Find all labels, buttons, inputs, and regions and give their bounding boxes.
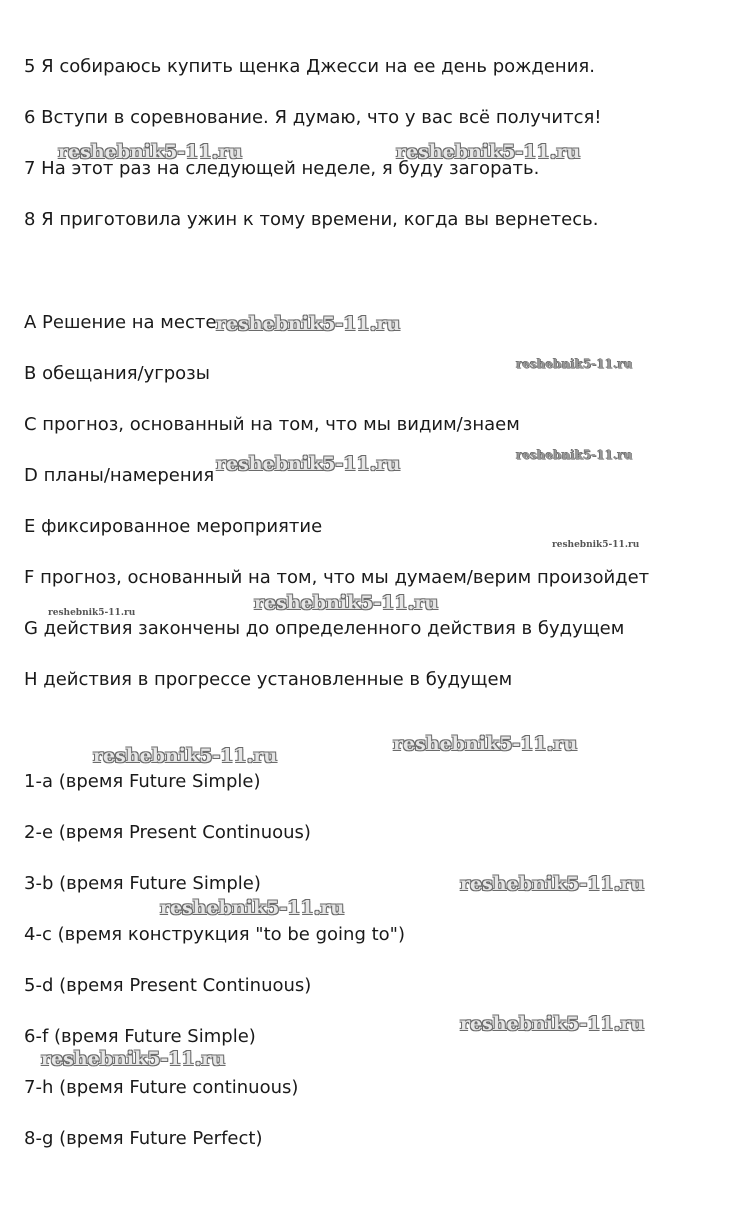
answer-3: 3-b (время Future Simple) <box>24 873 261 894</box>
watermark: reshebnik5-11.ru <box>93 745 278 767</box>
usage-d: D планы/намерения <box>24 465 215 486</box>
watermark: reshebnik5-11.ru <box>48 608 136 618</box>
sentence-8: 8 Я приготовила ужин к тому времени, когда вы вернетесь. <box>24 209 599 230</box>
watermark: reshebnik5-11.ru <box>254 592 439 614</box>
answer-1: 1-a (время Future Simple) <box>24 771 261 792</box>
usage-c: C прогноз, основанный на том, что мы видим/знаем <box>24 414 520 435</box>
sentence-6: 6 Вступи в соревнование. Я думаю, что у вас всё получится! <box>24 107 602 128</box>
usage-h: H действия в прогрессе установленные в будущем <box>24 669 513 690</box>
answer-8: 8-g (время Future Perfect) <box>24 1128 263 1149</box>
watermark: reshebnik5-11.ru <box>216 453 401 475</box>
watermark: reshebnik5-11.ru <box>58 141 243 163</box>
sentence-7: 7 На этот раз на следующей неделе, я буду загорать. <box>24 158 540 179</box>
answer-7: 7-h (время Future continuous) <box>24 1077 299 1098</box>
usage-g: G действия закончены до определенного действия в будущем <box>24 618 625 639</box>
usage-f: F прогноз, основанный на том, что мы думаем/верим произойдет <box>24 567 650 588</box>
answer-6: 6-f (время Future Simple) <box>24 1026 256 1047</box>
watermark: reshebnik5-11.ru <box>460 1013 645 1035</box>
watermark: reshebnik5-11.ru <box>516 448 633 462</box>
watermark: reshebnik5-11.ru <box>393 733 578 755</box>
watermark: reshebnik5-11.ru <box>160 897 345 919</box>
watermark: reshebnik5-11.ru <box>216 313 401 335</box>
watermark: reshebnik5-11.ru <box>396 141 581 163</box>
answer-4: 4-c (время конструкция "to be going to") <box>24 924 405 945</box>
watermark: reshebnik5-11.ru <box>41 1048 226 1070</box>
sentence-5: 5 Я собираюсь купить щенка Джесси на ее день рождения. <box>24 56 595 77</box>
watermark: reshebnik5-11.ru <box>516 357 633 371</box>
answer-2: 2-e (время Present Continuous) <box>24 822 311 843</box>
usage-e: E фиксированное мероприятие <box>24 516 323 537</box>
answer-5: 5-d (время Present Continuous) <box>24 975 312 996</box>
watermark: reshebnik5-11.ru <box>460 873 645 895</box>
watermark: reshebnik5-11.ru <box>552 540 640 550</box>
usage-b: B обещания/угрозы <box>24 363 210 384</box>
usage-a: A Решение на месте <box>24 312 217 333</box>
